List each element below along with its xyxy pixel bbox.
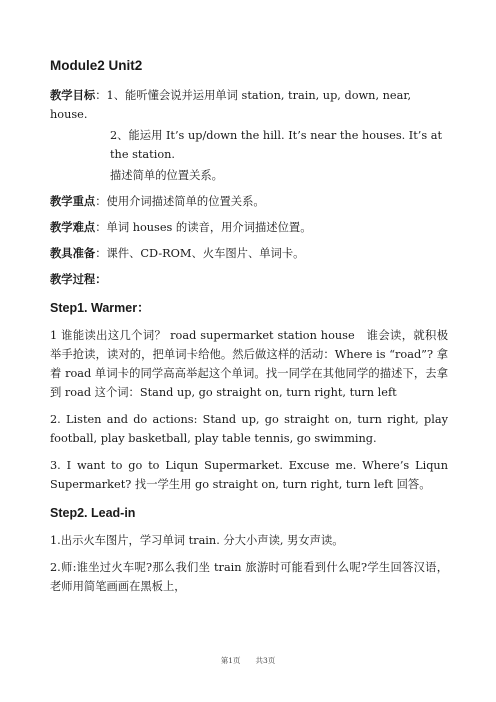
materials-text: 课件、CD-ROM、火车图片、单词卡。 — [106, 247, 305, 260]
step2-paragraph-2: 2.师:谁坐过火车呢?那么我们坐 train 旅游时可能看到什么呢?学生回答汉语，老师用简笔画画在黑板上， — [50, 561, 448, 593]
step1-paragraph-2: 2. Listen and do actions: Stand up, go straight on, turn right, play football, play basketball, play table tennis, go swimming. — [50, 413, 448, 445]
page-title: Module2 Unit2 — [50, 58, 143, 73]
difficulties-sep: ： — [95, 221, 107, 234]
step1-paragraph-1: 1 谁能读出这几个词？ road supermarket station house 谁会读，就积极举手抢读，读对的，把单词卡给他。然后做这样的活动：Where is “road”? 拿着 road 单词卡的同学高高举起这个单词。找一同学在其他同学的描述下，去拿到 road 这个词：Stand up, go straight on, turn right, turn left — [50, 329, 448, 399]
document-body — [50, 56, 448, 604]
step1-paragraph-3: 3. I want to go to Liqun Supermarket. Excuse me. Where’s Liqun Supermarket? 找一学生用 go straight on, turn right, turn left 回答。 — [50, 459, 448, 491]
step1-heading: Step1. Warmer： — [50, 301, 150, 315]
materials-line — [50, 244, 448, 263]
key-points-text: 使用介词描述简单的位置关系。 — [106, 195, 265, 208]
key-points-label: 教学重点 — [50, 194, 96, 208]
key-points-line — [50, 192, 448, 211]
step2-heading: Step2. Lead-in — [50, 506, 136, 520]
difficulties-label: 教学难点 — [50, 220, 96, 234]
objective-item-2-cont: 描述简单的位置关系。 — [110, 169, 223, 182]
key-points-sep: ： — [95, 195, 107, 208]
step2-paragraph-1: 1.出示火车图片，学习单词 train. 分大小声读, 男女声读。 — [50, 534, 344, 547]
materials-label: 教具准备 — [50, 246, 96, 260]
objectives-sep: ： — [95, 89, 107, 102]
page-footer: 第1页 共3页 — [220, 656, 276, 665]
objectives-line-1 — [50, 86, 448, 124]
process-label: 教学过程： — [50, 272, 107, 286]
objectives-label: 教学目标 — [50, 88, 96, 102]
difficulties-text: 单词 houses 的读音，用介词描述位置。 — [106, 221, 312, 234]
materials-sep: ： — [95, 247, 107, 260]
objective-item-1: 1、能听懂会说并运用单词 station, train, up, down, near, house. — [50, 89, 412, 121]
difficulties-line — [50, 218, 448, 237]
objective-item-2: 2、能运用 It’s up/down the hill. It’s near the houses. It’s at the station. — [110, 129, 443, 161]
